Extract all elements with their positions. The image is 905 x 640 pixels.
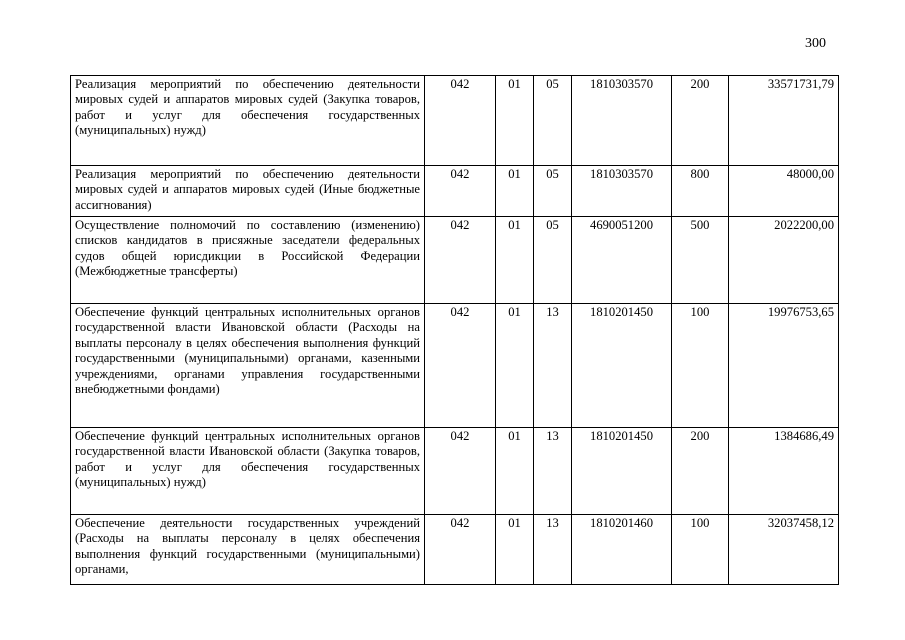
table-row xyxy=(71,428,839,515)
row-expense-type-code: 500 xyxy=(672,217,729,304)
row-grbs-code: 042 xyxy=(425,166,496,217)
row-subsection-code: 13 xyxy=(534,304,572,428)
row-grbs-code: 042 xyxy=(425,428,496,515)
row-section-code: 01 xyxy=(496,166,534,217)
row-target-article-code: 1810201450 xyxy=(572,304,672,428)
table-row xyxy=(71,76,839,166)
row-grbs-code: 042 xyxy=(425,217,496,304)
table-row xyxy=(71,515,839,585)
row-expense-type-code: 100 xyxy=(672,515,729,585)
row-grbs-code: 042 xyxy=(425,304,496,428)
row-description: Реализация мероприятий по обеспечению деятельности мировых судей и аппаратов мировых судей (Иные бюджетные ассигнования) xyxy=(71,166,425,217)
row-subsection-code: 05 xyxy=(534,76,572,166)
row-subsection-code: 13 xyxy=(534,515,572,585)
row-amount: 33571731,79 xyxy=(729,76,839,166)
row-section-code: 01 xyxy=(496,217,534,304)
row-target-article-code: 4690051200 xyxy=(572,217,672,304)
row-section-code: 01 xyxy=(496,428,534,515)
row-amount: 48000,00 xyxy=(729,166,839,217)
row-subsection-code: 13 xyxy=(534,428,572,515)
row-target-article-code: 1810201450 xyxy=(572,428,672,515)
table-row xyxy=(71,217,839,304)
row-description: Обеспечение функций центральных исполнительных органов государственной власти Ивановской области (Расходы на выплаты персоналу в целях обеспечения выполнения функций государственными (муниципальными) органами, казенными учреждениями, органами управления государственными внебюджетными фондами) xyxy=(71,304,425,428)
row-expense-type-code: 200 xyxy=(672,428,729,515)
table-row xyxy=(71,304,839,428)
row-amount: 1384686,49 xyxy=(729,428,839,515)
row-description: Реализация мероприятий по обеспечению деятельности мировых судей и аппаратов мировых судей (Закупка товаров, работ и услуг для обеспечения государственных (муниципальных) нужд) xyxy=(71,76,425,166)
row-expense-type-code: 800 xyxy=(672,166,729,217)
page-number: 300 xyxy=(805,36,826,51)
row-subsection-code: 05 xyxy=(534,217,572,304)
row-target-article-code: 1810303570 xyxy=(572,76,672,166)
row-description: Осуществление полномочий по составлению (изменению) списков кандидатов в присяжные заседатели федеральных судов общей юрисдикции в Российской Федерации (Межбюджетные трансферты) xyxy=(71,217,425,304)
row-amount: 19976753,65 xyxy=(729,304,839,428)
row-section-code: 01 xyxy=(496,515,534,585)
table-row xyxy=(71,166,839,217)
row-target-article-code: 1810201460 xyxy=(572,515,672,585)
row-grbs-code: 042 xyxy=(425,515,496,585)
row-expense-type-code: 100 xyxy=(672,304,729,428)
row-target-article-code: 1810303570 xyxy=(572,166,672,217)
row-section-code: 01 xyxy=(496,304,534,428)
row-expense-type-code: 200 xyxy=(672,76,729,166)
row-grbs-code: 042 xyxy=(425,76,496,166)
row-description: Обеспечение функций центральных исполнительных органов государственной власти Ивановской области (Закупка товаров, работ и услуг для обеспечения государственных (муниципальных) нужд) xyxy=(71,428,425,515)
row-amount: 32037458,12 xyxy=(729,515,839,585)
row-description: Обеспечение деятельности государственных учреждений (Расходы на выплаты персоналу в целях обеспечения выполнения функций государственными (муниципальными) органами, xyxy=(71,515,425,585)
row-section-code: 01 xyxy=(496,76,534,166)
row-amount: 2022200,00 xyxy=(729,217,839,304)
row-subsection-code: 05 xyxy=(534,166,572,217)
budget-table xyxy=(70,75,839,585)
